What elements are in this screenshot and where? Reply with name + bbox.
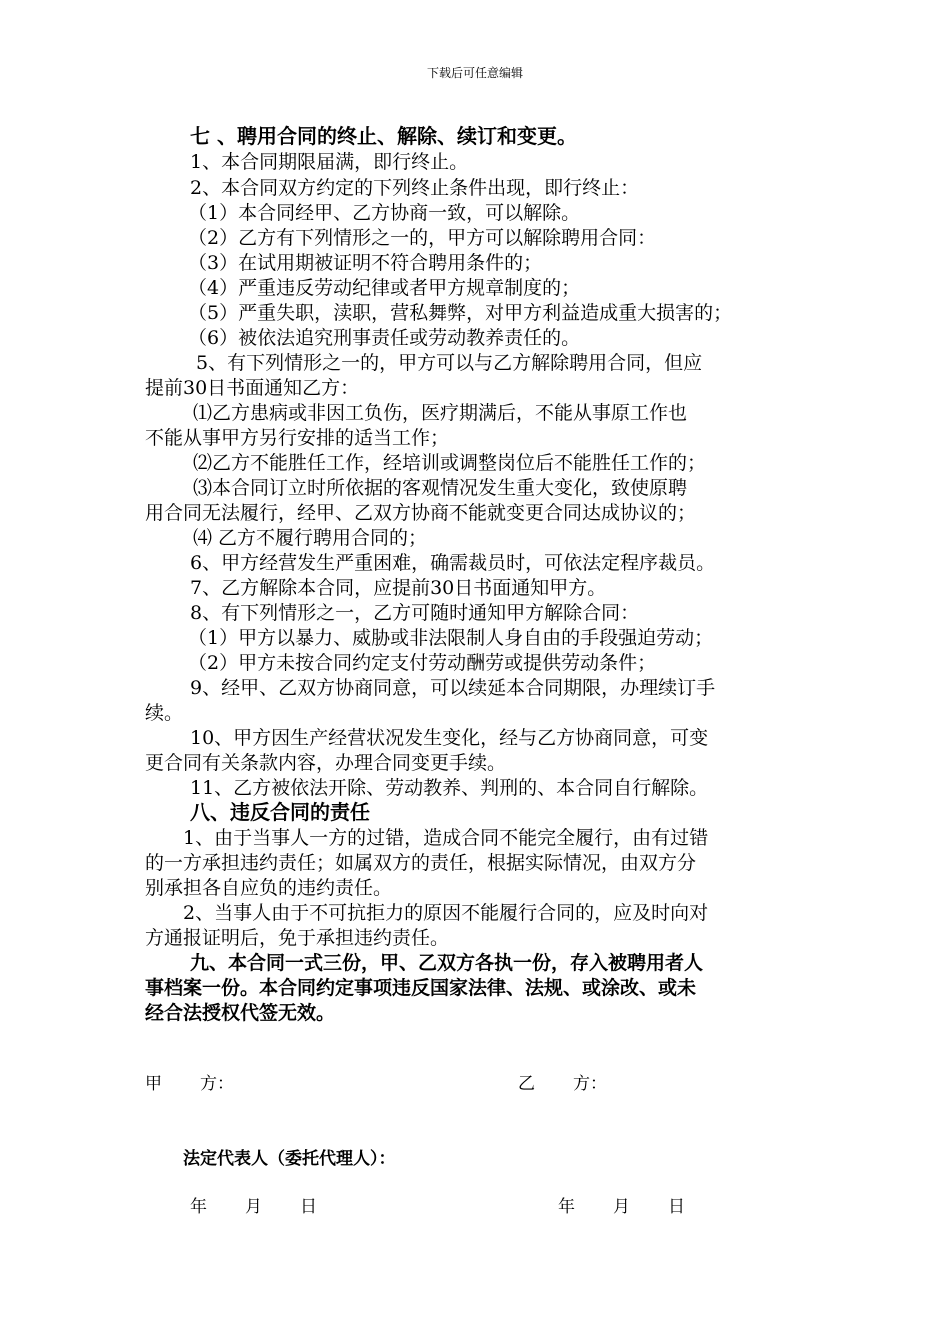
section-7-line: 5、有下列情形之一的，甲方可以与乙方解除聘用合同，但应 [196,352,703,374]
section-7-line: 7、乙方解除本合同，应提前30日书面通知甲方。 [190,577,607,599]
legal-representative-label: 法定代表人（委托代理人）： [183,1149,396,1169]
party-a-char2: 方： [200,1074,234,1094]
section-8-line: 方通报证明后，免于承担违约责任。 [145,927,450,949]
party-b-date [558,1196,685,1218]
section-7-line: ⑵乙方不能胜任工作，经培训或调整岗位后不能胜任工作的； [193,452,707,474]
section-7-line: 提前30日书面通知乙方： [145,377,360,399]
section-8-line: 1、由于当事人一方的过错，造成合同不能完全履行，由有过错 [183,827,709,849]
party-a-label [145,1073,234,1095]
day-label: 日 [300,1197,317,1217]
section-7-line: 6、甲方经营发生严重困难，确需裁员时，可依法定程序裁员。 [190,552,716,574]
section-9-line: 经合法授权代签无效。 [145,1002,336,1024]
section-7-line: 2、本合同双方约定的下列终止条件出现，即行终止： [190,177,640,199]
section-9-line: 事档案一份。本合同约定事项违反国家法律、法规、或涂改、或未 [145,977,697,999]
section-7-line: ⑶本合同订立时所依据的客观情况发生重大变化，致使原聘 [193,477,688,499]
party-b-char1: 乙 [518,1074,535,1094]
section-7-line: 续。 [145,702,184,724]
section-7-line: （4）严重违反劳动纪律或者甲方规章制度的； [188,277,581,299]
header-note: 下载后可任意编辑 [426,66,523,80]
section-7-line: 1、本合同期限届满，即行终止。 [190,151,469,173]
party-a-char1: 甲 [145,1074,162,1094]
month-label: 月 [613,1197,630,1217]
section-7-line: （1）本合同经甲、乙方协商一致，可以解除。 [188,202,581,224]
party-b-char2: 方： [573,1074,607,1094]
section-7-line: 9、经甲、乙双方协商同意，可以续延本合同期限，办理续订手 [190,677,716,699]
section-7-line: （6）被依法追究刑事责任或劳动教养责任的。 [188,327,581,349]
section-7-line: 用合同无法履行，经甲、乙双方协商不能就变更合同达成协议的； [145,502,697,524]
section-7-line: 10、甲方因生产经营状况发生变化，经与乙方协商同意，可变 [190,727,709,749]
section-7-line: （3）在试用期被证明不符合聘用条件的； [188,252,543,274]
day-label: 日 [668,1197,685,1217]
section-7-line: （2）乙方有下列情形之一的，甲方可以解除聘用合同： [188,227,657,249]
section-7-line: （1）甲方以暴力、威胁或非法限制人身自由的手段强迫劳动； [188,627,714,649]
section-7-line: ⑷ 乙方不履行聘用合同的； [193,527,428,549]
month-label: 月 [245,1197,262,1217]
section-7-line: （2）甲方未按合同约定支付劳动酬劳或提供劳动条件； [188,652,657,674]
year-label: 年 [190,1197,207,1217]
section-8-line: 的一方承担违约责任；如属双方的责任，根据实际情况，由双方分 [145,852,697,874]
section-7-line: 8、有下列情形之一，乙方可随时通知甲方解除合同： [190,602,640,624]
party-b-label [518,1073,607,1095]
section-7-line: 不能从事甲方另行安排的适当工作； [145,427,450,449]
year-label: 年 [558,1197,575,1217]
section-8-heading: 八、违反合同的责任 [190,800,370,824]
section-7-line: 11、乙方被依法开除、劳动教养、判刑的、本合同自行解除。 [190,777,709,799]
section-8-line: 别承担各自应负的违约责任。 [145,877,393,899]
section-7-line: （5）严重失职，渎职，营私舞弊，对甲方利益造成重大损害的； [188,302,733,324]
party-a-date [190,1196,317,1218]
section-7-line: ⑴乙方患病或非因工负伤，医疗期满后，不能从事原工作也 [193,402,688,424]
section-9-line: 九、本合同一式三份，甲、乙双方各执一份，存入被聘用者人 [190,952,704,974]
section-7-heading: 七 、聘用合同的终止、解除、续订和变更。 [190,124,577,148]
section-8-line: 2、当事人由于不可抗拒力的原因不能履行合同的，应及时向对 [183,902,709,924]
section-7-line: 更合同有关条款内容，办理合同变更手续。 [145,752,507,774]
